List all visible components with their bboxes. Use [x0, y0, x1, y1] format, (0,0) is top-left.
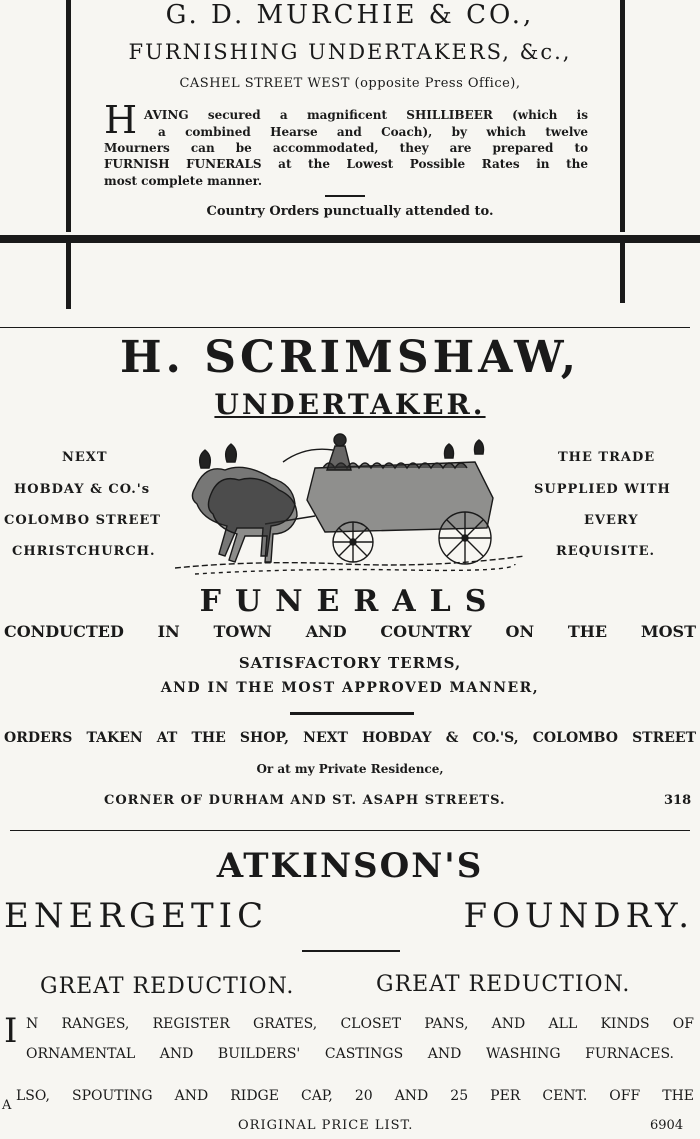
right-line-3: EVERY [584, 513, 639, 528]
murchie-address: CASHEL STREET WEST (opposite Press Office), [179, 76, 521, 91]
scrimshaw-name: H. SCRIMSHAW, [119, 332, 581, 383]
scrimshaw-funerals: FUNERALS [199, 584, 501, 619]
left-line-3: COLOMBO STREET [4, 513, 161, 528]
atkinson-ref: 6904 [650, 1118, 684, 1133]
atkinson-line-a1: LSO, SPOUTING AND RIDGE CAP, 20 AND 25 PER CENT. OFF THE [16, 1088, 694, 1104]
left-border-lower [66, 243, 71, 309]
scrimshaw-corner: CORNER OF DURHAM AND ST. ASAPH STREETS. [104, 793, 506, 808]
left-line-2: HOBDAY & CO.'s [14, 482, 151, 497]
scrimshaw-line-2: SATISFACTORY TERMS, [238, 654, 462, 672]
right-line-1: THE TRADE [558, 450, 656, 465]
murchie-drop-cap: H [104, 98, 138, 142]
scrimshaw-residence: Or at my Private Residence, [256, 762, 444, 776]
right-border [620, 0, 625, 232]
murchie-name: G. D. MURCHIE & CO., [165, 0, 535, 30]
scrimshaw-trade: UNDERTAKER. [214, 388, 486, 421]
left-border [66, 0, 71, 232]
right-line-2: SUPPLIED WITH [534, 482, 671, 497]
scrimshaw-ref: 318 [664, 793, 692, 808]
atkinson-drop-cap-i: I [4, 1011, 18, 1051]
right-border-lower [620, 243, 625, 303]
murchie-body-line-1: AVING secured a magnificent SHILLIBEER (which is [144, 108, 588, 122]
scrimshaw-rule [290, 712, 414, 715]
scrimshaw-line-1: CONDUCTED IN TOWN AND COUNTRY ON THE MOST [4, 622, 696, 641]
atkinson-line-i2: ORNAMENTAL AND BUILDERS' CASTINGS AND WASHING FURNACES. [26, 1046, 674, 1062]
atkinson-foundry: ENERGETIC FOUNDRY. [4, 896, 694, 936]
atkinson-line-a2: ORIGINAL PRICE LIST. [238, 1118, 414, 1133]
divider-1 [0, 327, 690, 328]
divider-2 [10, 830, 690, 831]
murchie-rule [325, 195, 365, 197]
murchie-body-line-4: FURNISH FUNERALS at the Lowest Possible Rates in the [104, 157, 588, 171]
reduction-right: GREAT REDUCTION. [376, 972, 631, 997]
atkinson-rule [302, 950, 400, 952]
scrimshaw-line-3: AND IN THE MOST APPROVED MANNER, [160, 680, 540, 696]
murchie-body-line-3: Mourners can be accommodated, they are prepared to [104, 141, 588, 155]
murchie-body-line-5: most complete manner. [104, 174, 263, 188]
scrimshaw-orders: ORDERS TAKEN AT THE SHOP, NEXT HOBDAY & CO.'S, COLOMBO STREET [4, 730, 696, 746]
left-line-1: NEXT [62, 450, 108, 465]
atkinson-line-i1: N RANGES, REGISTER GRATES, CLOSET PANS, AND ALL KINDS OF [26, 1016, 694, 1032]
right-line-4: REQUISITE. [556, 544, 656, 559]
left-line-4: CHRISTCHURCH. [12, 544, 156, 559]
murchie-country: Country Orders punctually attended to. [206, 204, 494, 219]
atkinson-name: ATKINSON'S [216, 846, 484, 886]
atkinson-drop-cap-a: A [2, 1098, 12, 1113]
murchie-body-line-2: a combined Hearse and Coach), by which twelve [158, 125, 588, 139]
reduction-left: GREAT REDUCTION. [40, 974, 295, 999]
hearse-engraving [175, 428, 530, 576]
murchie-trade: FURNISHING UNDERTAKERS, &c., [128, 40, 572, 64]
murchie-bottom-band [0, 235, 700, 243]
